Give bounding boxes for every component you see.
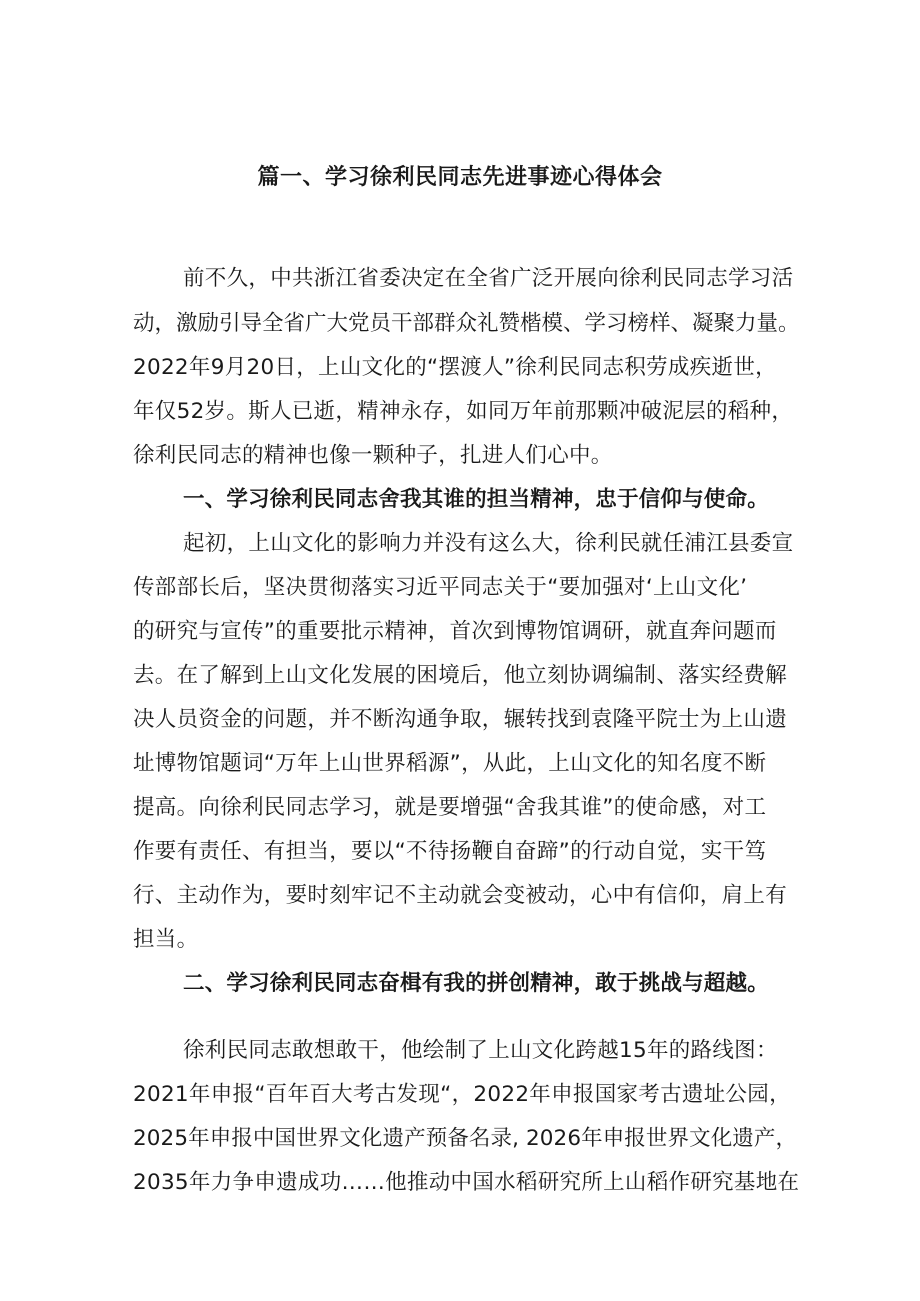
paragraph-line: 2025年申报中国世界文化遗产预备名录, 2026年申报世界文化遗产，	[133, 1126, 798, 1151]
paragraph-line: 起初，上山文化的影响力并没有这么大，徐利民就任浦江县委宣	[183, 531, 794, 556]
paragraph-line: 去。在了解到上山文化发展的困境后，他立刻协调编制、落实经费解	[133, 663, 788, 688]
section-heading-1: 一、学习徐利民同志舍我其谁的担当精神，忠于信仰与使命。	[183, 487, 769, 512]
paragraph-line: 2022年9月20日，上山文化的“摆渡人”徐利民同志积劳成疾逝世，	[133, 355, 777, 380]
paragraph-line: 徐利民同志敢想敢干，他绘制了上山文化跨越15年的路线图：	[183, 1038, 778, 1063]
paragraph-line: 2021年申报“百年百大考古发现“，2022年申报国家考古遗址公园，	[133, 1082, 791, 1107]
document-title: 篇一、学习徐利民同志先进事迹心得体会	[257, 165, 663, 190]
paragraph-line: 址博物馆题词“万年上山世界稻源”，从此，上山文化的知名度不断	[133, 751, 767, 776]
section-heading-2: 二、学习徐利民同志奋楫有我的拼创精神，敢于挑战与超越。	[183, 971, 769, 996]
paragraph-line: 徐利民同志的精神也像一颗种子，扎进人们心中。	[133, 443, 613, 468]
paragraph-line: 提高。向徐利民同志学习，就是要增强“舍我其谁”的使命感，对工	[133, 795, 767, 820]
paragraph-line: 决人员资金的问题，并不断沟通争取，辗转找到袁隆平院士为上山遗	[133, 707, 788, 732]
paragraph-line: 担当。	[133, 927, 199, 952]
paragraph-line: 年仅52岁。斯人已逝，精神永存，如同万年前那颗冲破泥层的稻种，	[133, 399, 794, 424]
paragraph-line: 行、主动作为，要时刻牢记不主动就会变被动，心中有信仰，肩上有	[133, 883, 788, 908]
paragraph-line: 的研究与宣传”的重要批示精神，首次到博物馆调研，就直奔问题而	[133, 619, 777, 644]
paragraph-line: 传部部长后，坚决贯彻落实习近平同志关于“要加强对‘上山文化’	[133, 575, 748, 600]
paragraph-line: 前不久，中共浙江省委决定在全省广泛开展向徐利民同志学习活	[183, 266, 794, 291]
paragraph-line: 2035年力争申遗成功……他推动中国水稻研究所上山稻作研究基地在	[133, 1170, 800, 1195]
paragraph-line: 动，激励引导全省广大党员干部群众礼赞楷模、学习榜样、凝聚力量。	[133, 311, 800, 336]
paragraph-line: 作要有责任、有担当，要以“不待扬鞭自奋蹄”的行动自觉，实干笃	[133, 839, 767, 864]
